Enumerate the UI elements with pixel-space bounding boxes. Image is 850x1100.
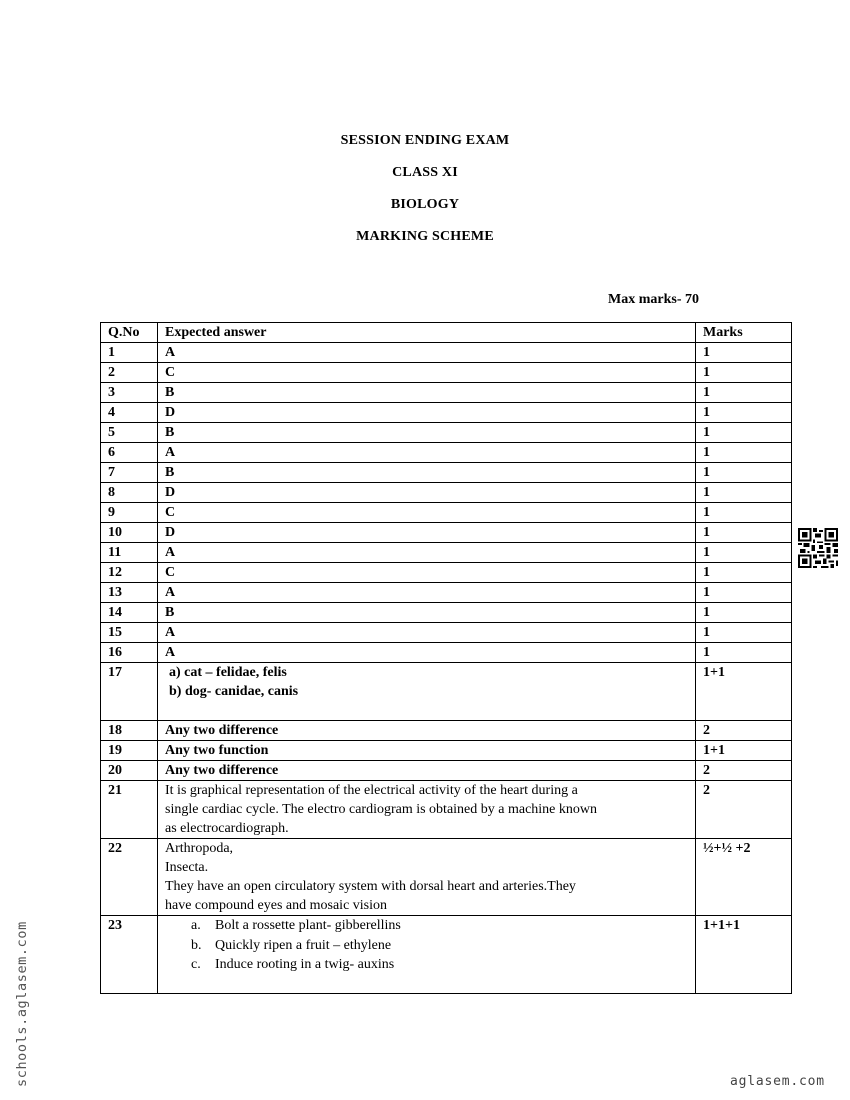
answer-cell [158, 916, 696, 994]
table-row [101, 383, 792, 403]
answer-cell: C [158, 503, 696, 523]
table-row [101, 523, 792, 543]
header-answer: Expected answer [158, 323, 696, 343]
marks-cell: 1 [696, 423, 792, 443]
table-row [101, 916, 792, 994]
answer-cell: A [158, 583, 696, 603]
item-marker: a. [191, 918, 201, 933]
qno-cell: 21 [101, 781, 158, 839]
marks-cell: 1 [696, 623, 792, 643]
exam-title: SESSION ENDING EXAM [340, 133, 510, 148]
table-row [101, 543, 792, 563]
marks-cell: 1 [696, 503, 792, 523]
qno-cell: 18 [101, 721, 158, 741]
table-row [101, 443, 792, 463]
marks-cell: 1+1+1 [696, 916, 792, 994]
header-qno: Q.No [101, 323, 158, 343]
marks-cell: 1 [696, 343, 792, 363]
answer-cell: D [158, 523, 696, 543]
item-text: Bolt a rossette plant- gibberellins [215, 918, 401, 933]
table-row [101, 603, 792, 623]
answer-line: It is graphical representation of the electrical activity of the heart during a [165, 783, 578, 798]
marks-cell: 1 [696, 403, 792, 423]
answer-cell: A [158, 343, 696, 363]
qno-cell: 11 [101, 543, 158, 563]
item-text: Quickly ripen a fruit – ethylene [215, 937, 392, 953]
marking-scheme-table [100, 322, 792, 994]
qno-cell: 6 [101, 443, 158, 463]
qno-cell: 22 [101, 839, 158, 916]
marks-cell: 1 [696, 583, 792, 603]
marks-cell: 1 [696, 603, 792, 623]
table-row [101, 623, 792, 643]
side-watermark: schools.aglasem.com [14, 921, 30, 1087]
marks-cell: 2 [696, 781, 792, 839]
table-row [101, 403, 792, 423]
marks-cell: 1 [696, 483, 792, 503]
item-marker: c. [191, 957, 201, 972]
scheme-title: MARKING SCHEME [356, 229, 494, 244]
table-row [101, 643, 792, 663]
class-title: CLASS XI [392, 165, 458, 180]
answer-cell: D [158, 483, 696, 503]
answer-line: a) cat – felidae, felis [169, 665, 287, 680]
answer-cell: Any two difference [158, 721, 696, 741]
answer-line: as electrocardiograph. [165, 821, 289, 836]
marks-cell: 1+1 [696, 741, 792, 761]
qno-cell: 14 [101, 603, 158, 623]
answer-line: They have an open circulatory system with dorsal heart and arteries.They [165, 879, 576, 894]
answer-cell: C [158, 363, 696, 383]
answer-cell: B [158, 463, 696, 483]
qno-cell: 19 [101, 741, 158, 761]
qno-cell: 13 [101, 583, 158, 603]
answer-cell: A [158, 543, 696, 563]
list-item [191, 936, 688, 956]
qno-cell: 17 [101, 663, 158, 721]
marks-cell: 1 [696, 523, 792, 543]
answer-cell: Any two function [158, 741, 696, 761]
marks-cell: 1 [696, 363, 792, 383]
qno-cell: 4 [101, 403, 158, 423]
header-marks: Marks [696, 323, 792, 343]
qno-cell: 5 [101, 423, 158, 443]
table-row [101, 563, 792, 583]
list-item [191, 916, 688, 936]
answer-line: Arthropoda, [165, 841, 234, 856]
answer-cell: D [158, 403, 696, 423]
answer-cell [158, 839, 696, 916]
marks-cell: 1+1 [696, 663, 792, 721]
answer-cell: A [158, 443, 696, 463]
marks-cell: 2 [696, 761, 792, 781]
qno-cell: 15 [101, 623, 158, 643]
marks-cell: 1 [696, 463, 792, 483]
max-marks: Max marks- 70 [608, 292, 699, 307]
qno-cell: 9 [101, 503, 158, 523]
marks-cell: 1 [696, 543, 792, 563]
table-row [101, 741, 792, 761]
answer-cell: C [158, 563, 696, 583]
qno-cell: 7 [101, 463, 158, 483]
qno-cell: 16 [101, 643, 158, 663]
qno-cell: 2 [101, 363, 158, 383]
marks-cell: 1 [696, 643, 792, 663]
answer-cell: B [158, 423, 696, 443]
footer-watermark: aglasem.com [730, 1074, 825, 1089]
table-row [101, 721, 792, 741]
table-row [101, 343, 792, 363]
answer-cell: B [158, 383, 696, 403]
qno-cell: 20 [101, 761, 158, 781]
table-row [101, 483, 792, 503]
item-text: Induce rooting in a twig- auxins [215, 957, 395, 972]
qno-cell: 3 [101, 383, 158, 403]
qno-cell: 12 [101, 563, 158, 583]
answer-cell: Any two difference [158, 761, 696, 781]
table-row [101, 839, 792, 916]
answer-sublist [165, 916, 688, 975]
marks-cell: 1 [696, 563, 792, 583]
table-row [101, 463, 792, 483]
table-row [101, 663, 792, 721]
answer-line: b) dog- canidae, canis [169, 684, 299, 699]
table-row [101, 583, 792, 603]
marks-cell: 1 [696, 383, 792, 403]
table-row [101, 423, 792, 443]
subject-title: BIOLOGY [390, 197, 460, 212]
answer-cell: B [158, 603, 696, 623]
answer-line: single cardiac cycle. The electro cardiogram is obtained by a machine known [165, 802, 598, 817]
list-item [191, 955, 688, 975]
qno-cell: 1 [101, 343, 158, 363]
answer-cell [158, 781, 696, 839]
qno-cell: 8 [101, 483, 158, 503]
qr-code-icon [798, 528, 838, 568]
answer-cell [158, 663, 696, 721]
answer-cell: A [158, 623, 696, 643]
qno-cell: 23 [101, 916, 158, 994]
item-marker: b. [191, 937, 202, 953]
table-row [101, 761, 792, 781]
table-row [101, 363, 792, 383]
table-row [101, 503, 792, 523]
answer-line: Insecta. [165, 860, 209, 875]
marks-cell: 2 [696, 721, 792, 741]
marks-cell: 1 [696, 443, 792, 463]
qno-cell: 10 [101, 523, 158, 543]
answer-cell: A [158, 643, 696, 663]
answer-line: have compound eyes and mosaic vision [165, 898, 388, 913]
table-row [101, 781, 792, 839]
marks-cell: ½+½ +2 [696, 839, 792, 916]
table-header-row [101, 323, 792, 343]
